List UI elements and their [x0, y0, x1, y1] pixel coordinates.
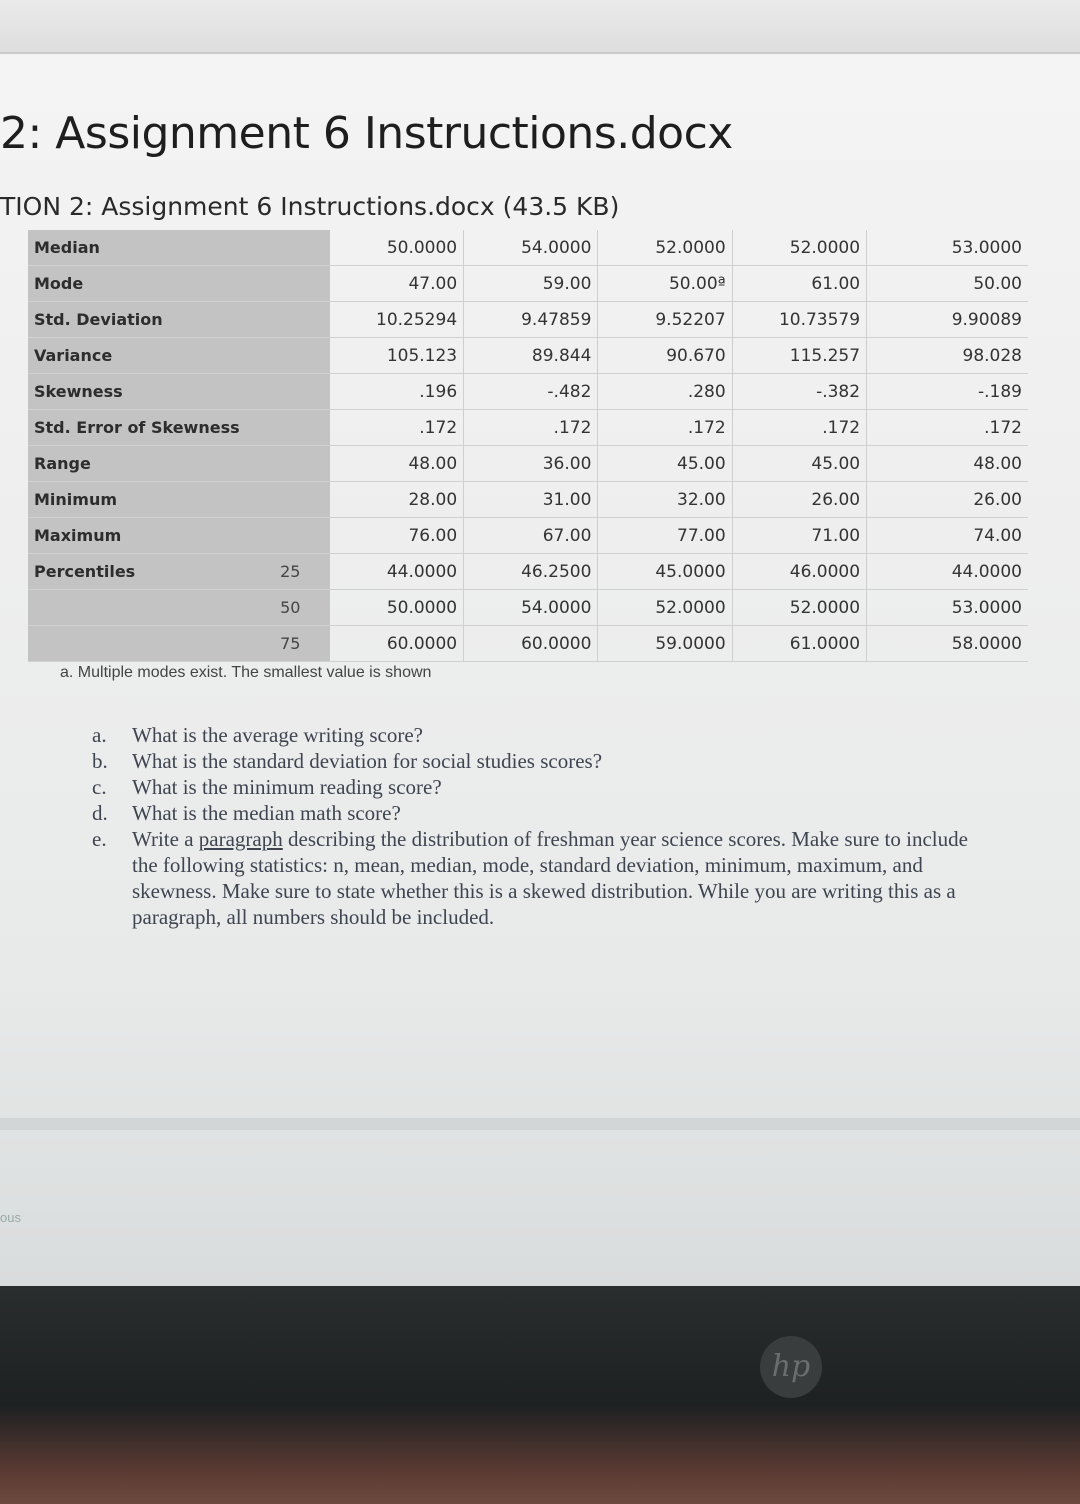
table-cell: 50.0000 — [330, 230, 464, 266]
table-cell: 54.0000 — [464, 590, 598, 626]
question-marker: e. — [92, 827, 107, 851]
table-cell: .172 — [330, 410, 464, 446]
table-cell: 47.00 — [330, 266, 464, 302]
table-cell: 74.00 — [867, 518, 1028, 554]
table-cell: 53.0000 — [867, 590, 1028, 626]
table-cell: 61.0000 — [732, 626, 866, 662]
row-sublabel — [274, 446, 330, 482]
question-text-post: describing the distribution of freshman year science scores. Make sure to include the following statistics: n, mean, median, mode, standard deviation, minimum, maximum, and skewness. Make sure to state whether this is a skewed distribution. While you are writing this as a paragraph, all numbers should be included. — [132, 827, 968, 929]
table-cell: 48.00 — [867, 446, 1028, 482]
question-marker: d. — [92, 801, 108, 825]
side-nav-label[interactable]: ous — [0, 1210, 21, 1225]
paragraph-link[interactable]: paragraph — [198, 827, 283, 851]
table-cell: 89.844 — [464, 338, 598, 374]
monitor-bezel — [0, 1286, 1080, 1504]
table-cell: 52.0000 — [732, 590, 866, 626]
table-cell: 90.670 — [598, 338, 732, 374]
row-label: Std. Error of Skewness — [28, 410, 274, 446]
table-cell: 31.00 — [464, 482, 598, 518]
table-cell: .172 — [867, 410, 1028, 446]
screen-reflection — [0, 1118, 1080, 1130]
table-cell: 45.0000 — [598, 554, 732, 590]
row-sublabel — [274, 266, 330, 302]
table-cell: 32.00 — [598, 482, 732, 518]
table-cell: 98.028 — [867, 338, 1028, 374]
table-cell: 59.0000 — [598, 626, 732, 662]
table-cell: 77.00 — [598, 518, 732, 554]
table-row — [28, 374, 1028, 410]
table-row — [28, 302, 1028, 338]
table-cell: 105.123 — [330, 338, 464, 374]
table-cell: 59.00 — [464, 266, 598, 302]
browser-top-band — [0, 0, 1080, 54]
row-sublabel: 50 — [274, 590, 330, 626]
table-cell: 54.0000 — [464, 230, 598, 266]
table-cell: 67.00 — [464, 518, 598, 554]
question-marker: c. — [92, 775, 107, 799]
table-row — [28, 446, 1028, 482]
question-marker: b. — [92, 749, 108, 773]
table-cell: 26.00 — [732, 482, 866, 518]
table-cell: 9.90089 — [867, 302, 1028, 338]
table-cell: 9.47859 — [464, 302, 598, 338]
question-text: What is the median math score? — [132, 801, 401, 825]
table-cell: 28.00 — [330, 482, 464, 518]
table-cell: 36.00 — [464, 446, 598, 482]
question-item-e — [92, 826, 992, 930]
table-row — [28, 410, 1028, 446]
hp-logo-icon: hp — [760, 1336, 822, 1398]
page-title: 2: Assignment 6 Instructions.docx — [0, 108, 733, 159]
table-cell: 10.73579 — [732, 302, 866, 338]
table-cell: 52.0000 — [732, 230, 866, 266]
question-text: What is the minimum reading score? — [132, 775, 442, 799]
attachment-link[interactable]: TION 2: Assignment 6 Instructions.docx (43.5 KB) — [0, 192, 620, 221]
table-cell: 76.00 — [330, 518, 464, 554]
table-cell: 46.0000 — [732, 554, 866, 590]
table-row — [28, 626, 1028, 662]
table-cell: .172 — [732, 410, 866, 446]
table-cell: 45.00 — [732, 446, 866, 482]
table-cell: 50.00ª — [598, 266, 732, 302]
question-item-a — [92, 722, 992, 748]
table-cell: 61.00 — [732, 266, 866, 302]
row-sublabel: 75 — [274, 626, 330, 662]
question-text-pre: Write a — [132, 827, 199, 851]
table-cell: -.482 — [464, 374, 598, 410]
table-cell: 44.0000 — [867, 554, 1028, 590]
row-sublabel: 25 — [274, 554, 330, 590]
table-cell: 60.0000 — [330, 626, 464, 662]
row-label: Variance — [28, 338, 274, 374]
row-sublabel — [274, 230, 330, 266]
row-sublabel — [274, 482, 330, 518]
table-cell: -.382 — [732, 374, 866, 410]
row-label: Maximum — [28, 518, 274, 554]
row-sublabel — [274, 302, 330, 338]
row-label: Median — [28, 230, 274, 266]
row-label — [28, 590, 274, 626]
table-footnote: a. Multiple modes exist. The smallest value is shown — [60, 664, 432, 681]
table-cell: 58.0000 — [867, 626, 1028, 662]
table-cell: 71.00 — [732, 518, 866, 554]
row-sublabel — [274, 374, 330, 410]
table-cell: 26.00 — [867, 482, 1028, 518]
statistics-table — [28, 230, 1028, 662]
question-list — [92, 722, 992, 930]
table-cell: 46.2500 — [464, 554, 598, 590]
question-marker: a. — [92, 723, 107, 747]
table-cell: 48.00 — [330, 446, 464, 482]
row-label — [28, 626, 274, 662]
table-cell: 10.25294 — [330, 302, 464, 338]
row-label: Mode — [28, 266, 274, 302]
table-row — [28, 266, 1028, 302]
table-cell: 60.0000 — [464, 626, 598, 662]
table-cell: 44.0000 — [330, 554, 464, 590]
table-cell: 52.0000 — [598, 230, 732, 266]
table-row — [28, 518, 1028, 554]
table-cell: -.189 — [867, 374, 1028, 410]
table-row — [28, 338, 1028, 374]
table-row — [28, 230, 1028, 266]
table-row — [28, 590, 1028, 626]
row-label: Skewness — [28, 374, 274, 410]
table-cell: 50.00 — [867, 266, 1028, 302]
row-sublabel — [274, 518, 330, 554]
table-cell: .280 — [598, 374, 732, 410]
question-item-d — [92, 800, 992, 826]
row-sublabel — [274, 338, 330, 374]
question-text: What is the standard deviation for social studies scores? — [132, 749, 603, 773]
table-cell: 50.0000 — [330, 590, 464, 626]
table-row — [28, 554, 1028, 590]
table-cell: .172 — [598, 410, 732, 446]
table-cell: 45.00 — [598, 446, 732, 482]
question-item-c — [92, 774, 992, 800]
table-row — [28, 482, 1028, 518]
row-label: Percentiles — [28, 554, 274, 590]
row-label: Minimum — [28, 482, 274, 518]
row-label: Std. Deviation — [28, 302, 274, 338]
question-item-b — [92, 748, 992, 774]
table-cell: .172 — [464, 410, 598, 446]
row-sublabel — [274, 410, 330, 446]
table-cell: 115.257 — [732, 338, 866, 374]
row-label: Range — [28, 446, 274, 482]
table-cell: 53.0000 — [867, 230, 1028, 266]
table-cell: .196 — [330, 374, 464, 410]
table-cell: 9.52207 — [598, 302, 732, 338]
question-text: What is the average writing score? — [132, 723, 423, 747]
table-cell: 52.0000 — [598, 590, 732, 626]
